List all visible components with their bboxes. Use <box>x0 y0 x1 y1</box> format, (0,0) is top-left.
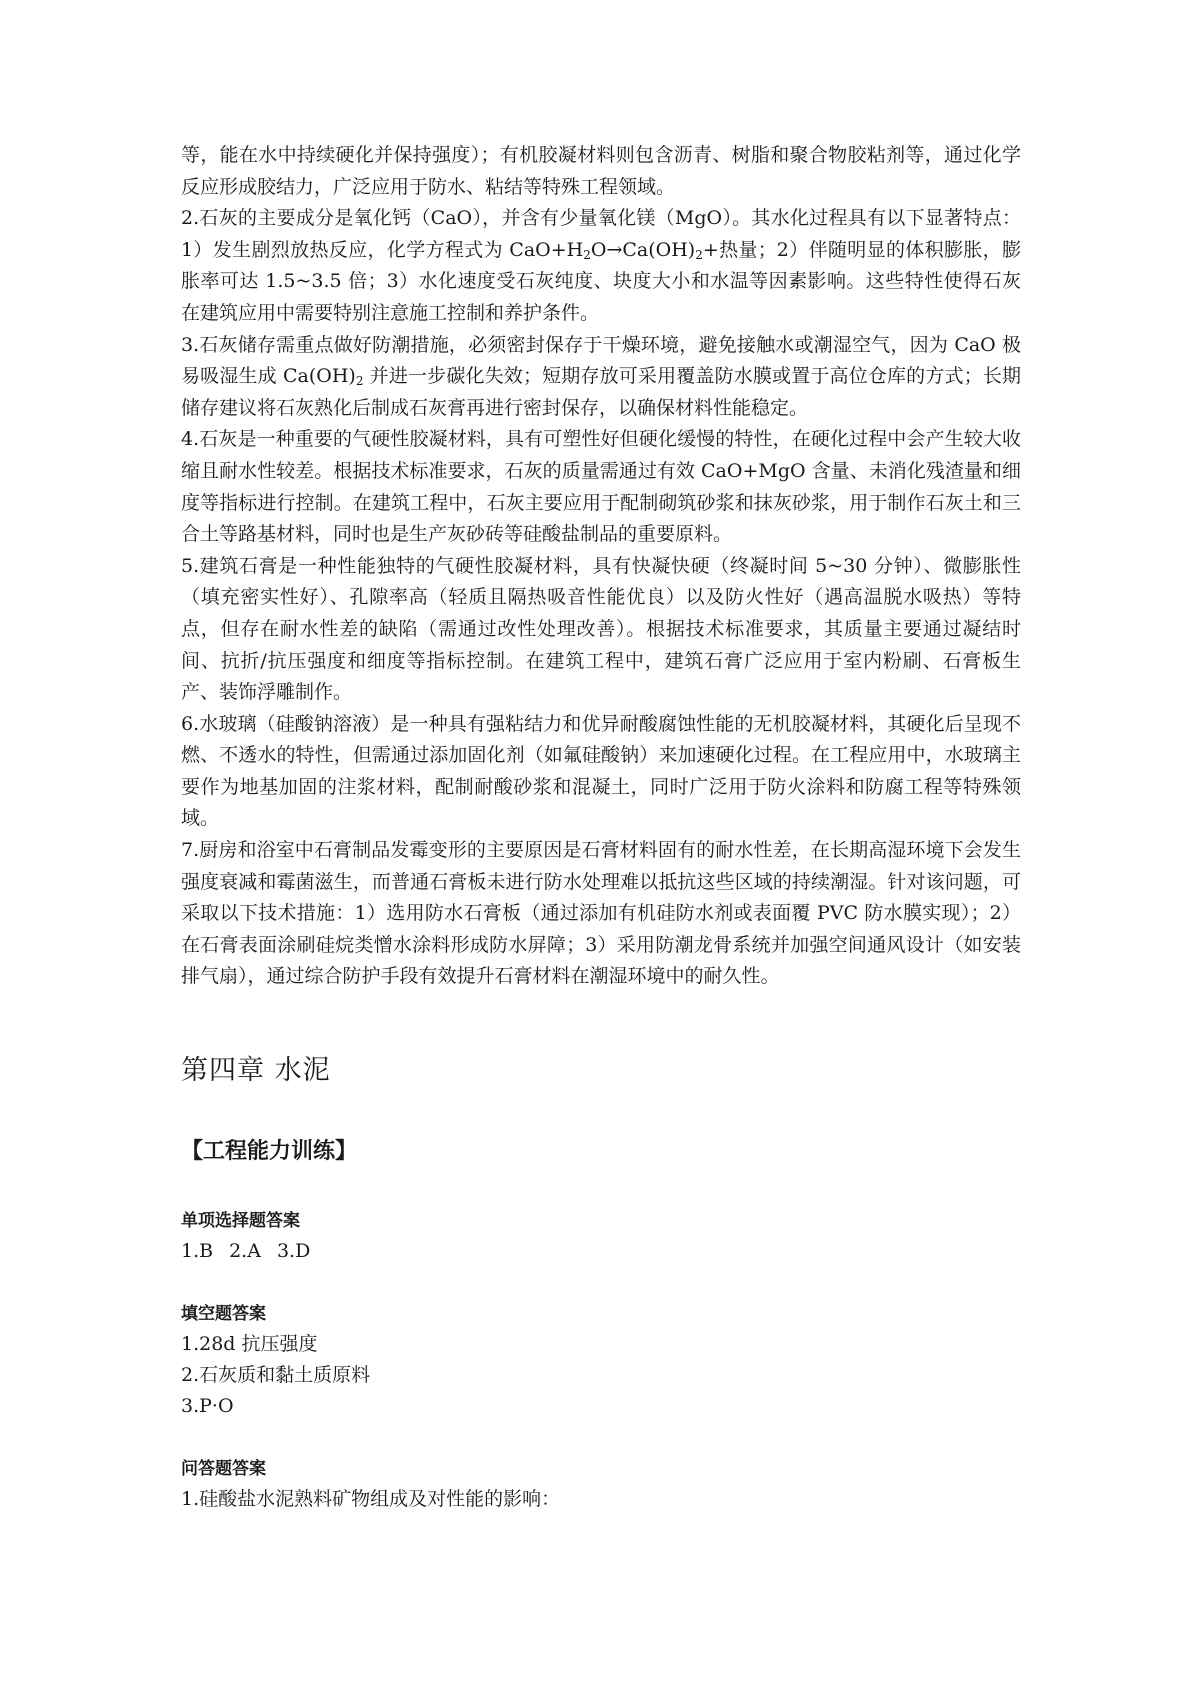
qa-block <box>181 1454 1021 1515</box>
section-title: 【工程能力训练】 <box>181 1139 358 1165</box>
subscript: 2 <box>355 374 364 389</box>
qa-heading: 问答题答案 <box>181 1459 266 1480</box>
paragraph-lime-storage <box>181 330 1021 425</box>
paragraph-continuation: 等，能在水中持续硬化并保持强度）；有机胶凝材料则包含沥青、树脂和聚合物胶粘剂等，通过化学反应形成胶结力，广泛应用于防水、粘结等特殊工程领域。 <box>181 144 1021 198</box>
paragraph-text: 并进一步碳化失效；短期存放可采用覆盖防水膜或置于高位仓库的方式；长期储存建议将石灰熟化后制成石灰膏再进行密封保存，以确保材料性能稳定。 <box>181 365 1021 419</box>
paragraph-gypsum: 5.建筑石膏是一种性能独特的气硬性胶凝材料，具有快凝快硬（终凝时间 5~30 分钟）、微膨胀性（填充密实性好）、孔隙率高（轻质且隔热吸音性能优良）以及防火性好（遇高温脱水吸热）等特点，但存在耐水性差的缺陷（需通过改性处理改善）。根据技术标准要求，其质量主要通过凝结时间、抗折/抗压强度和细度等指标控制。在建筑工程中，建筑石膏广泛应用于室内粉刷、石膏板生产、装饰浮雕制作。 <box>181 554 1021 704</box>
answer-item: 2.A <box>229 1240 261 1263</box>
answer-item: 1.28d 抗压强度 <box>181 1333 318 1356</box>
paragraph-text: 3.石灰储存需重点做好防潮措施，必须密封保存于干燥环境，避免接触水或潮湿空气，因为 CaO 极易吸湿生成 Ca(OH) <box>181 333 1021 388</box>
paragraph-gypsum-mold: 7.厨房和浴室中石膏制品发霉变形的主要原因是石膏材料固有的耐水性差，在长期高湿环境下会发生强度衰减和霉菌滋生，而普通石膏板未进行防水处理难以抵抗这些区域的持续潮湿。针对该问题，可采取以下技术措施：1）选用防水石膏板（通过添加有机硅防水剂或表面覆 PVC 防水膜实现）；2）在石膏表面涂刷硅烷类憎水涂料形成防水屏障；3）采用防潮龙骨系统并加强空间通风设计（如安装排气扇），通过综合防护手段有效提升石膏材料在潮湿环境中的耐久性。 <box>181 839 1021 988</box>
answer-item: 1.硅酸盐水泥熟料矿物组成及对性能的影响： <box>181 1488 561 1511</box>
paragraph-text: 2.石灰的主要成分是氧化钙（CaO），并含有少量氧化镁（MgO）。其水化过程具有以下显著特点：1）发生剧烈放热反应，化学方程式为 CaO+H <box>181 207 1021 261</box>
paragraph-text: O→Ca(OH) <box>590 238 696 261</box>
subscript: 2 <box>583 247 591 262</box>
paragraph-lime-properties: 4.石灰是一种重要的气硬性胶凝材料，具有可塑性好但硬化缓慢的特性，在硬化过程中会产生较大收缩且耐水性较差。根据技术标准要求，石灰的质量需通过有效 CaO+MgO 含量、未消化残渣量和细度等指标进行控制。在建筑工程中，石灰主要应用于配制砌筑砂浆和抹灰砂浆，用于制作石灰土和三合土等路基材料，同时也是生产灰砂砖等硅酸盐制品的重要原料。 <box>181 428 1021 546</box>
paragraph-water-glass: 6.水玻璃（硅酸钠溶液）是一种具有强粘结力和优异耐酸腐蚀性能的无机胶凝材料，其硬化后呈现不燃、不透水的特性，但需通过添加固化剂（如氟硅酸钠）来加速硬化过程。在工程应用中，水玻璃主要作为地基加固的注浆材料，配制耐酸砂浆和混凝土，同时广泛用于防火涂料和防腐工程等特殊领域。 <box>181 712 1021 830</box>
subscript: 2 <box>695 247 703 262</box>
single-choice-answers <box>181 1236 1021 1267</box>
paragraph-lime-composition <box>181 203 1021 329</box>
answer-item: 1.B <box>181 1240 214 1263</box>
answer-item: 3.P·O <box>181 1395 234 1418</box>
chapter-title: 第四章 水泥 <box>181 1055 331 1087</box>
single-choice-heading: 单项选择题答案 <box>181 1211 300 1232</box>
document-page <box>181 140 1021 1515</box>
answer-item: 2.石灰质和黏土质原料 <box>181 1364 371 1387</box>
answer-item: 3.D <box>276 1240 311 1263</box>
single-choice-block <box>181 1206 1021 1267</box>
paragraph-text: +热量；2）伴随明显的体积膨胀，膨胀率可达 1.5~3.5 倍；3）水化速度受石灰纯度、块度大小和水温等因素影响。这些特性使得石灰在建筑应用中需要特别注意施工控制和养护条件。 <box>181 238 1022 324</box>
fill-blank-heading: 填空题答案 <box>181 1304 266 1325</box>
fill-blank-block <box>181 1299 1021 1422</box>
